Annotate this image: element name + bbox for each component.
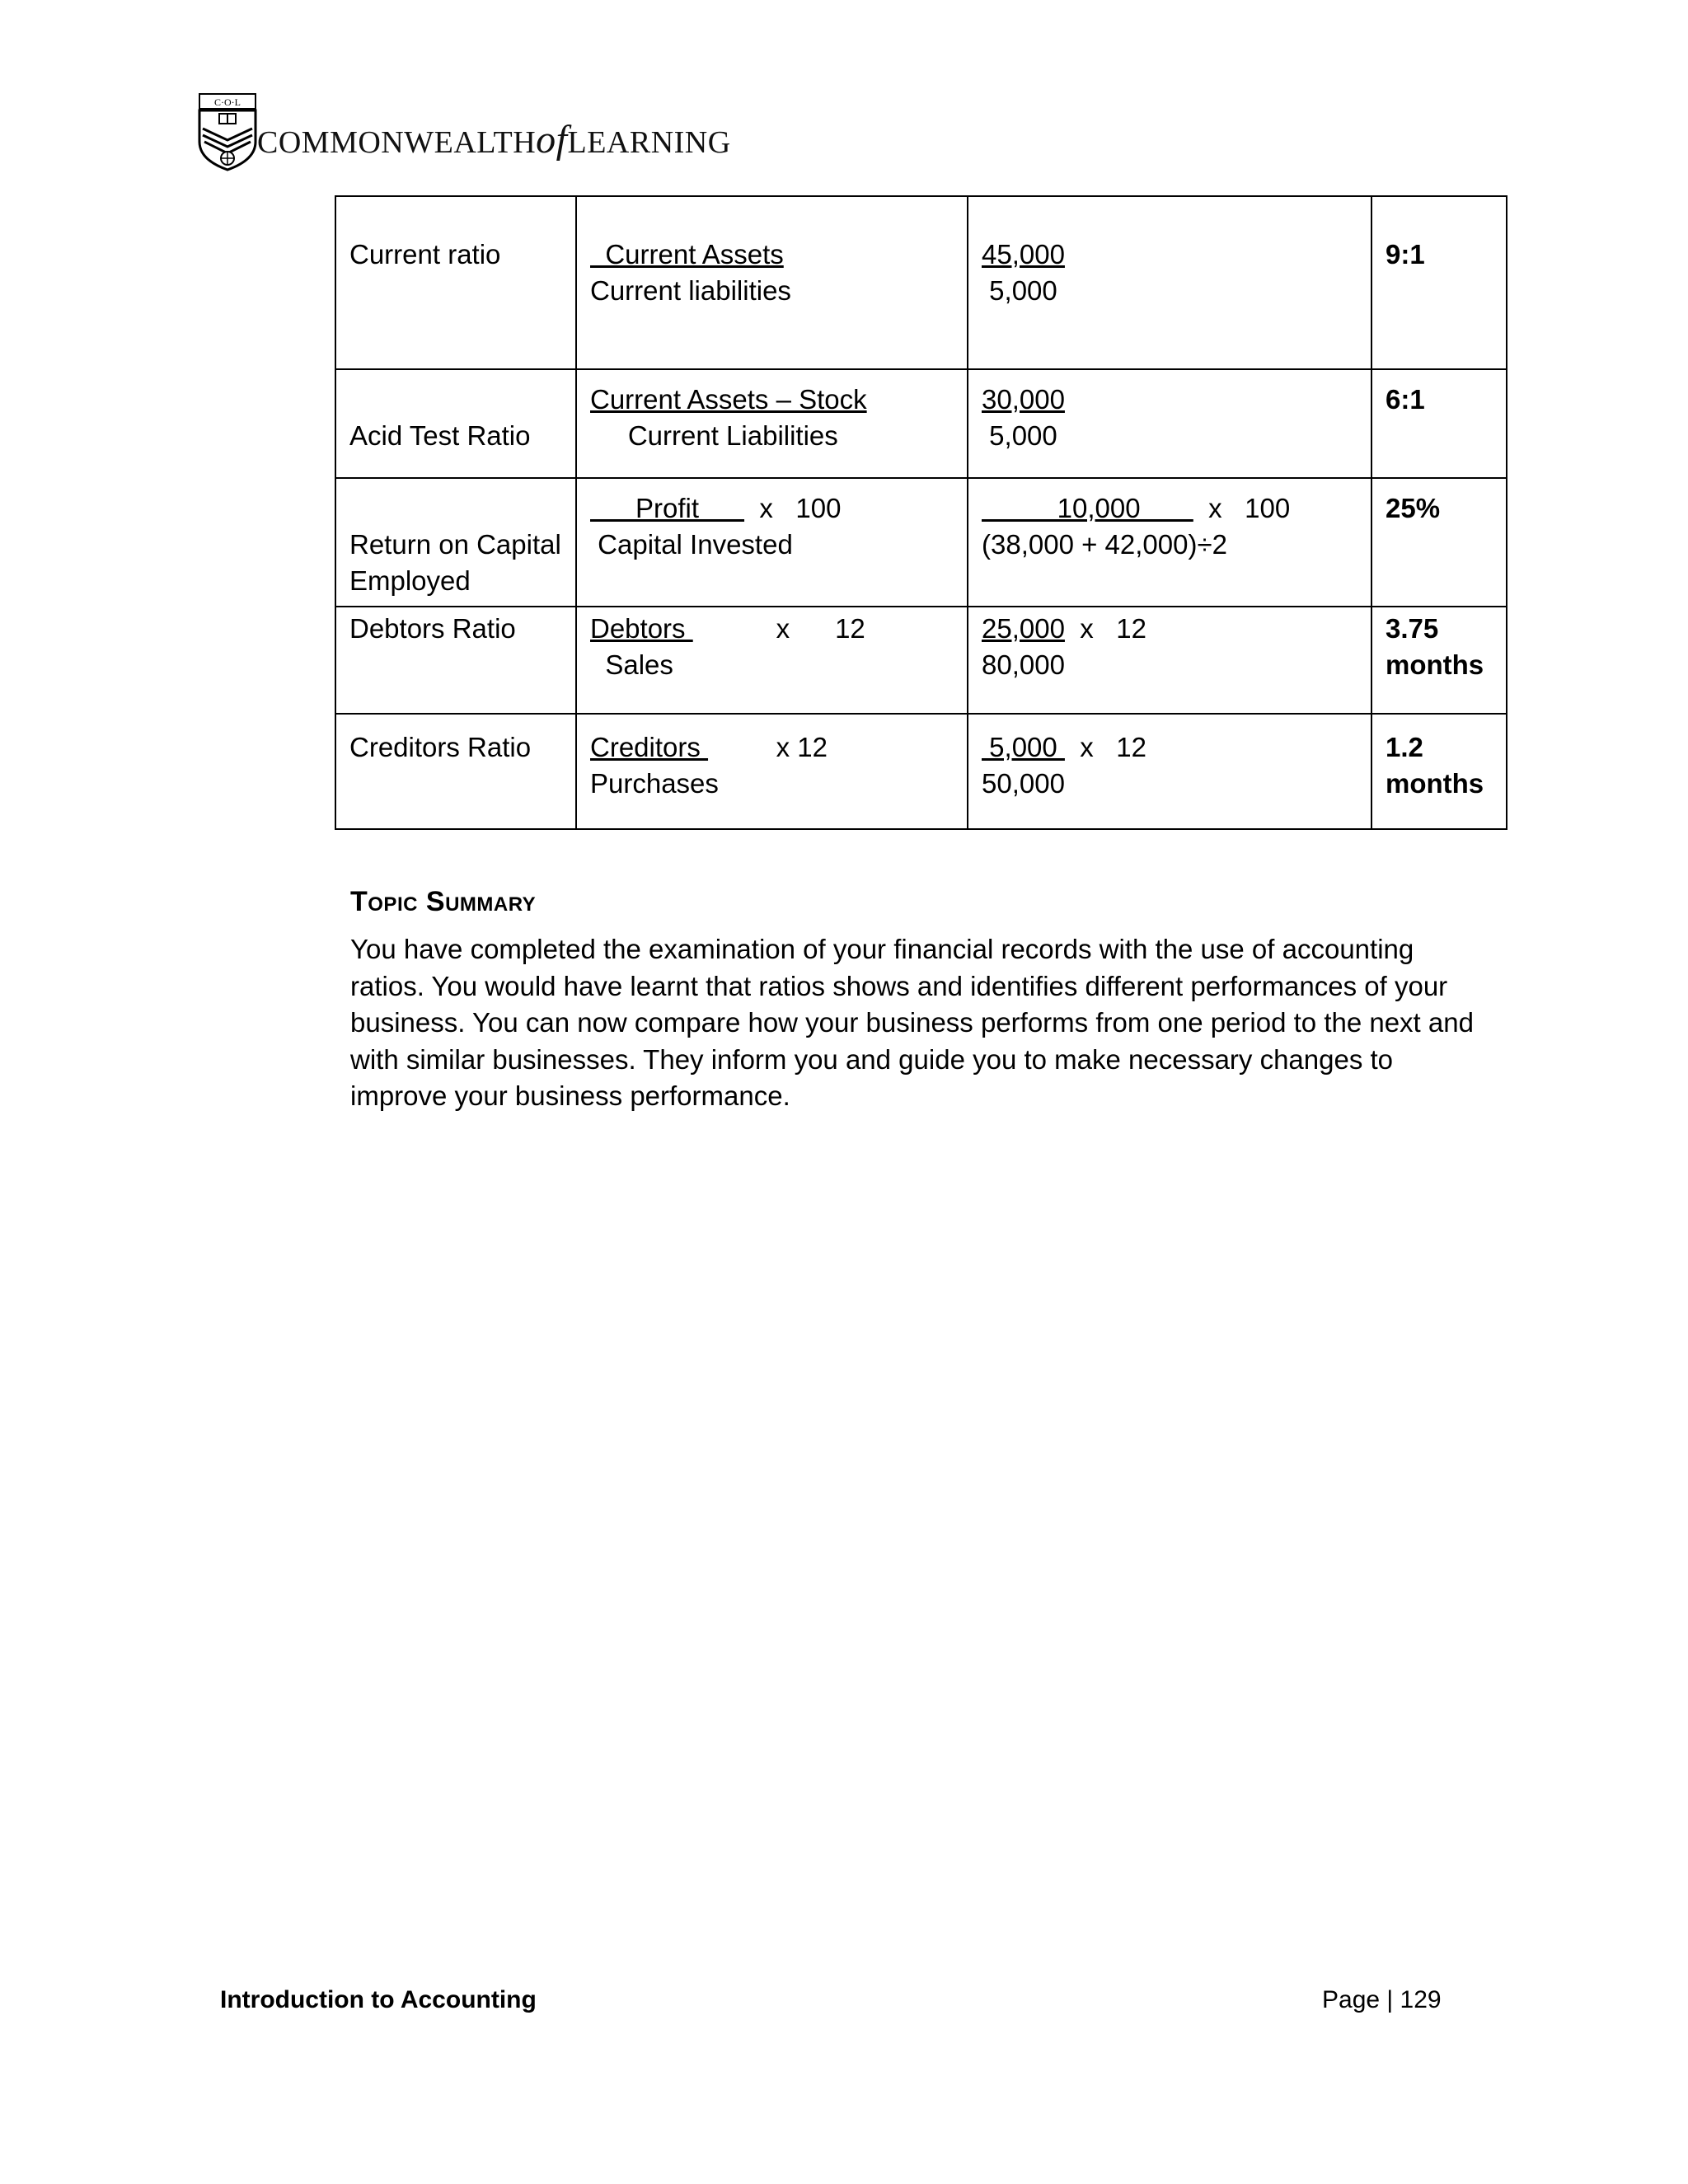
- col-logo: [195, 92, 731, 171]
- table-row: [335, 714, 1507, 829]
- org-name-of: of: [536, 118, 568, 162]
- calc-denominator: (38,000 + 42,000)÷2: [982, 529, 1227, 560]
- calc-multiplier: x 100: [1193, 493, 1291, 523]
- formula-multiplier: x 12: [708, 732, 828, 762]
- formula-numerator: Profit: [590, 493, 745, 523]
- formula-multiplier: x 12: [692, 613, 865, 644]
- ratio-result: 3.75 months: [1372, 607, 1507, 714]
- formula-numerator: Creditors: [590, 732, 709, 762]
- org-name-part2: LEARNING: [567, 125, 731, 160]
- formula-numerator: Current Assets – Stock: [590, 384, 867, 415]
- calc-numerator: 10,000: [982, 493, 1193, 523]
- calc-numerator: 25,000: [982, 613, 1065, 644]
- formula-numerator: Debtors: [590, 613, 693, 644]
- summary-paragraph: You have completed the examination of your financial records with the use of accounting ratios. You would have learnt that ratios shows and identifies different performances of your business. You can now compare how your business performs from one period to the next and with similar businesses. They inform you and guide you to make necessary changes to improve your business performance.: [350, 934, 1474, 1111]
- formula-denominator: Purchases: [590, 768, 719, 799]
- col-shield-icon: [195, 92, 264, 171]
- section-title: Topic Summary: [350, 886, 537, 917]
- ratio-calculation: [968, 478, 1372, 607]
- formula-denominator: Sales: [590, 649, 673, 680]
- formula-multiplier: x 100: [744, 493, 842, 523]
- calc-denominator: 50,000: [982, 768, 1065, 799]
- calc-multiplier: x 12: [1064, 613, 1146, 644]
- ratio-name: Acid Test Ratio: [335, 369, 576, 478]
- ratio-formula: [576, 714, 968, 829]
- calc-denominator: 80,000: [982, 649, 1065, 680]
- calc-denominator: 5,000: [982, 275, 1057, 306]
- ratio-name: Creditors Ratio: [335, 714, 576, 829]
- footer-course-title: Introduction to Accounting: [220, 1986, 537, 2013]
- ratio-calculation: [968, 714, 1372, 829]
- ratio-calculation: [968, 196, 1372, 369]
- table-row: [335, 369, 1507, 478]
- ratio-result: 6:1: [1372, 369, 1507, 478]
- calc-numerator: 30,000: [982, 384, 1065, 415]
- ratio-formula: [576, 196, 968, 369]
- table-row: [335, 478, 1507, 607]
- formula-denominator: Current Liabilities: [590, 420, 838, 451]
- ratio-formula: [576, 478, 968, 607]
- ratio-result: 9:1: [1372, 196, 1507, 369]
- ratio-formula: [576, 369, 968, 478]
- formula-denominator: Capital Invested: [590, 529, 793, 560]
- table-row: [335, 607, 1507, 714]
- footer-page-number: Page | 129: [1322, 1986, 1442, 2013]
- ratio-formula: [576, 607, 968, 714]
- table-row: [335, 196, 1507, 369]
- calc-numerator: 45,000: [982, 239, 1065, 269]
- ratio-name: Return on Capital Employed: [335, 478, 576, 607]
- calc-denominator: 5,000: [982, 420, 1057, 451]
- ratio-calculation: [968, 607, 1372, 714]
- formula-denominator: Current liabilities: [590, 275, 791, 306]
- org-name-part1: COMMONWEALTH: [257, 125, 537, 160]
- org-name: [257, 117, 731, 162]
- ratio-result: 1.2 months: [1372, 714, 1507, 829]
- ratio-table: [335, 195, 1507, 830]
- ratio-calculation: [968, 369, 1372, 478]
- formula-numerator: Current Assets: [590, 239, 784, 269]
- ratio-name: Debtors Ratio: [335, 607, 576, 714]
- ratio-name: Current ratio: [335, 196, 576, 369]
- calc-numerator: 5,000: [982, 732, 1065, 762]
- calc-multiplier: x 12: [1064, 732, 1146, 762]
- logo-badge: C·O·L: [214, 96, 241, 108]
- ratio-result: 25%: [1372, 478, 1507, 607]
